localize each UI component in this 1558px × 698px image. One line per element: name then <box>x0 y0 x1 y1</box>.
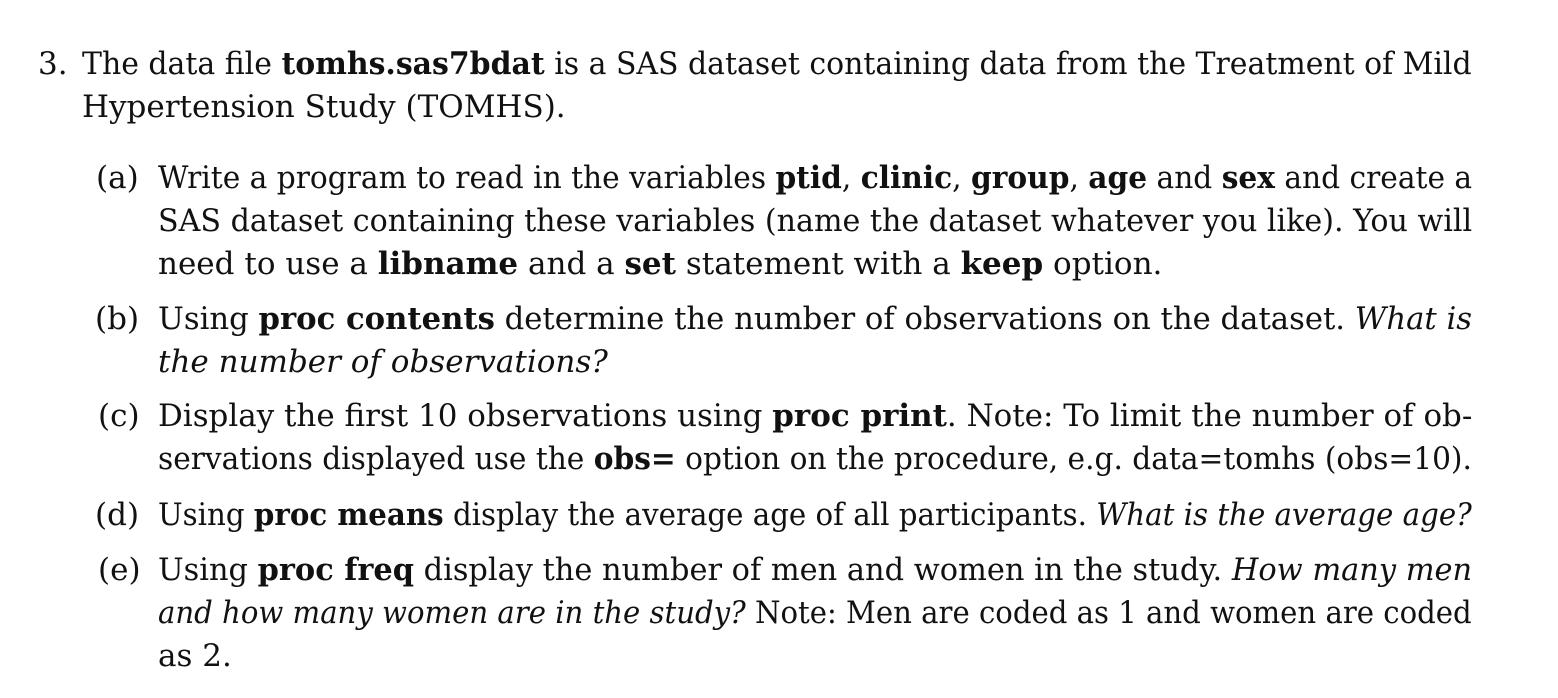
text-run: option on the procedure, e.g. data=tomhs (obs=10). <box>675 441 1472 477</box>
text-run: servations displayed use the <box>158 441 594 477</box>
part-d-label: (d) <box>95 497 140 533</box>
bold-term: proc contents <box>258 301 495 337</box>
bold-term: obs= <box>593 441 676 477</box>
text-run: Using <box>158 497 254 533</box>
part-e-line-1 <box>158 552 1472 588</box>
text-run: Display the first 10 observations using <box>158 398 773 434</box>
part-a-line-2 <box>158 203 1472 239</box>
part-c-line-2 <box>158 441 1472 477</box>
intro-line-2 <box>82 89 566 125</box>
italic-question: What is the average age? <box>1096 497 1472 533</box>
part-a-line-3 <box>158 246 1162 282</box>
italic-question: How many men <box>1231 552 1473 588</box>
bold-term: keep <box>960 246 1044 282</box>
text-run: , <box>841 160 861 196</box>
bold-term: clinic <box>860 160 953 196</box>
text-run: display the average age of all participants. <box>443 497 1097 533</box>
text-run: . Note: To limit the number of ob- <box>946 398 1473 434</box>
part-d-line-1 <box>158 497 1472 533</box>
part-b-label: (b) <box>95 301 140 337</box>
bold-term: proc print <box>772 398 947 434</box>
bold-term: ptid <box>775 160 842 196</box>
problem-number: 3. <box>38 46 68 82</box>
text-run: SAS dataset containing these variables (name the dataset whatever you like). You will <box>158 203 1473 239</box>
part-b-line-1 <box>158 301 1472 337</box>
text-run: display the number of men and women in the study. <box>413 552 1232 588</box>
part-e-line-2 <box>158 595 1472 631</box>
intro-line-1 <box>82 46 1472 82</box>
bold-term: proc freq <box>257 552 414 588</box>
text-run: is a SAS dataset containing data from the Treatment of Mild <box>544 46 1472 82</box>
text-run: Write a program to read in the variables <box>158 160 776 196</box>
text-run: and a <box>518 246 625 282</box>
text-run: determine the number of observations on the dataset. <box>494 301 1355 337</box>
text-run: The data file <box>82 46 282 82</box>
text-run: , <box>1069 160 1089 196</box>
part-e-line-3 <box>158 638 232 674</box>
text-run: statement with a <box>675 246 961 282</box>
part-c-line-1 <box>158 398 1472 434</box>
bold-term: set <box>624 246 676 282</box>
bold-term: group <box>971 160 1070 196</box>
bold-term: sex <box>1221 160 1275 196</box>
bold-term: proc means <box>253 497 444 533</box>
text-run: , <box>952 160 972 196</box>
part-a-label: (a) <box>96 160 139 196</box>
italic-question: What is <box>1354 301 1473 337</box>
bold-term: libname <box>377 246 519 282</box>
text-run: and <box>1147 160 1222 196</box>
part-c-label: (c) <box>98 398 140 434</box>
bold-term: tomhs.sas7bdat <box>281 46 545 82</box>
bold-term: age <box>1088 160 1148 196</box>
part-e-label: (e) <box>98 552 141 588</box>
text-run: need to use a <box>158 246 378 282</box>
italic-question: and how many women are in the study? <box>158 595 746 631</box>
part-a-line-1 <box>158 160 1472 196</box>
text-run: Using <box>158 552 258 588</box>
part-b-line-2 <box>158 344 608 380</box>
italic-question: the number of observations? <box>158 344 608 380</box>
text-run: as 2. <box>158 638 232 674</box>
text-run: Hypertension Study (TOMHS). <box>82 89 566 125</box>
text-run: Using <box>158 301 259 337</box>
text-run: and create a <box>1274 160 1473 196</box>
text-run: Note: Men are coded as 1 and women are coded <box>745 595 1472 631</box>
text-run: option. <box>1043 246 1163 282</box>
